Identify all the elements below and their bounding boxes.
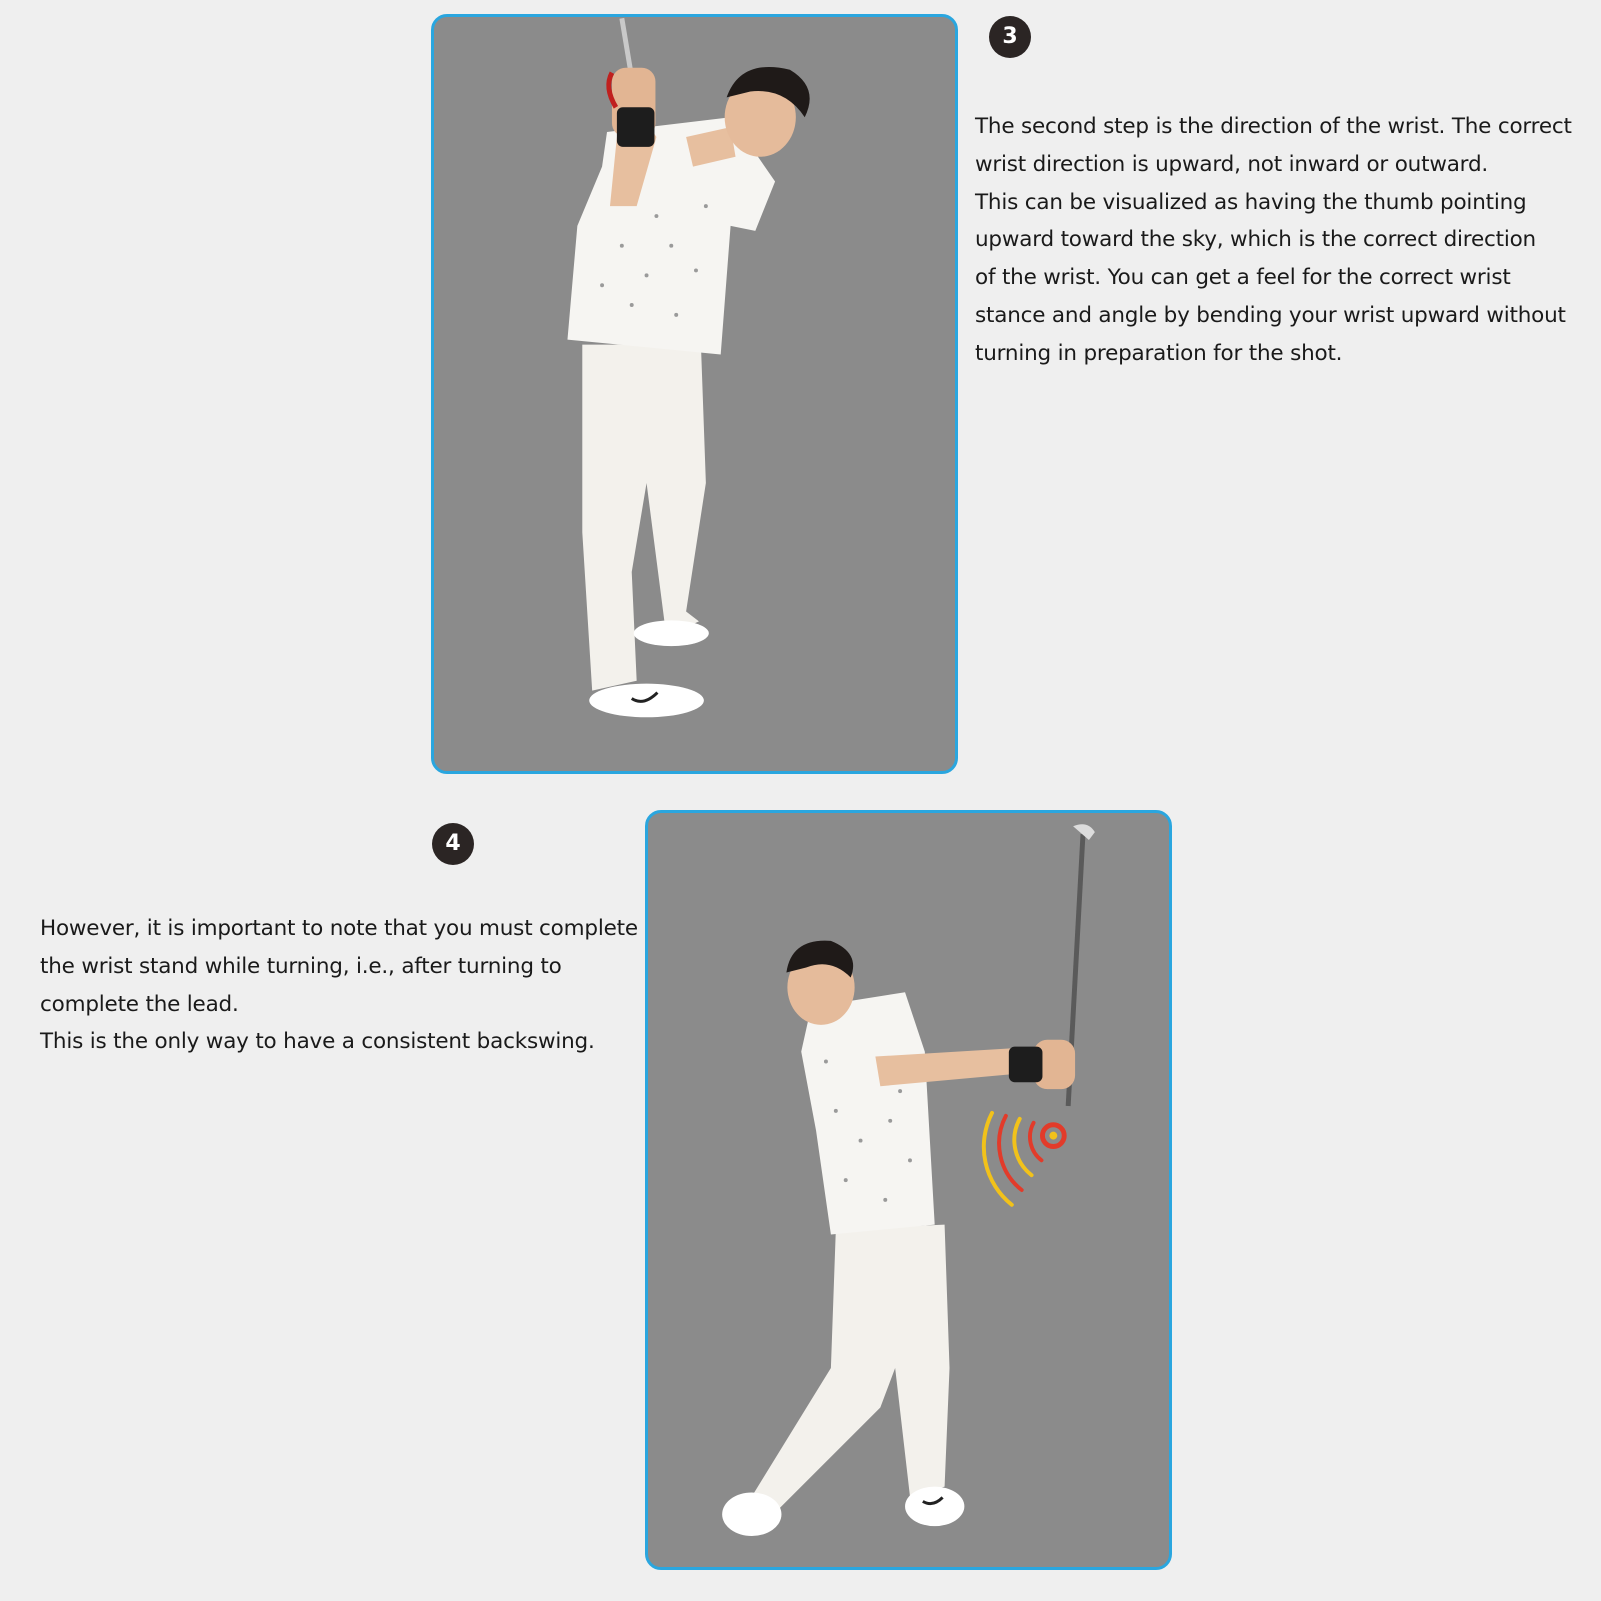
golfer-right-shoe bbox=[634, 620, 709, 646]
vibration-signal-icon bbox=[984, 1113, 1064, 1205]
step-4-line-2: the wrist stand while turning, i.e., after turning to bbox=[40, 953, 562, 979]
step-4-line-3: complete the lead. bbox=[40, 991, 239, 1017]
golfer-right-shoe bbox=[905, 1487, 964, 1527]
step-3-line-2: wrist direction is upward, not inward or outward. bbox=[975, 151, 1489, 177]
step-3-badge: 3 bbox=[989, 16, 1031, 58]
wrist-trainer-device bbox=[1009, 1047, 1043, 1083]
step-3-line-7: turning in preparation for the shot. bbox=[975, 340, 1343, 366]
golfer-backswing-halfway-illustration bbox=[648, 813, 1169, 1567]
golfer-shirt bbox=[567, 117, 775, 354]
step-3-line-6: stance and angle by bending your wrist upward without bbox=[975, 302, 1566, 328]
step-3-line-5: of the wrist. You can get a feel for the correct wrist bbox=[975, 265, 1511, 291]
step-4-line-4: This is the only way to have a consistent backswing. bbox=[40, 1029, 595, 1055]
golfer-backswing-top-illustration bbox=[434, 17, 955, 771]
step-4-line-1: However, it is important to note that you must complete bbox=[40, 916, 638, 941]
step-3-line-3: This can be visualized as having the thumb pointing bbox=[975, 189, 1527, 215]
step-4-badge: 4 bbox=[432, 823, 474, 865]
step-4-description bbox=[40, 910, 640, 1061]
golfer-pants bbox=[752, 1225, 950, 1512]
step-3-line-4: upward toward the sky, which is the correct direction bbox=[975, 227, 1536, 253]
step-3-photo bbox=[431, 14, 958, 774]
golfer-shirt bbox=[801, 992, 934, 1234]
step-3-line-1: The second step is the direction of the wrist. The correct bbox=[975, 114, 1572, 139]
step-3-description bbox=[975, 108, 1585, 373]
golfer-left-shoe bbox=[722, 1493, 781, 1536]
wrist-trainer-device bbox=[617, 107, 655, 147]
step-4-photo bbox=[645, 810, 1172, 1570]
